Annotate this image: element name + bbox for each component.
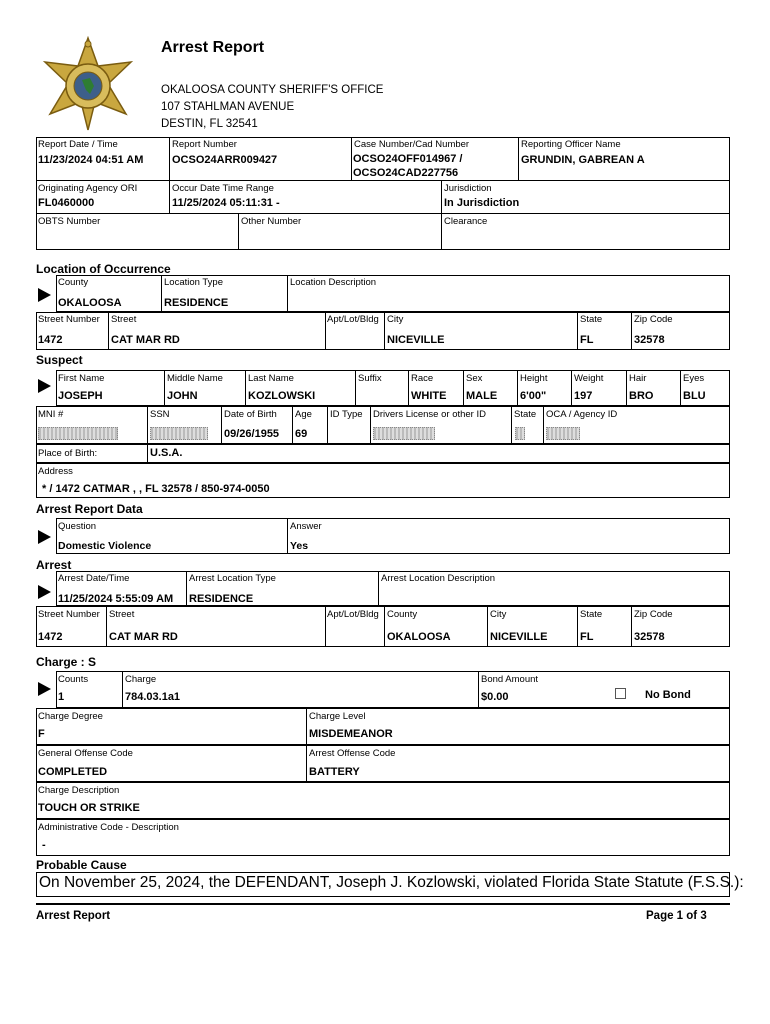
suspect-dob-label: Date of Birth — [224, 409, 277, 420]
general-offense-label: General Offense Code — [38, 748, 133, 759]
charge-level-label: Charge Level — [309, 711, 366, 722]
agency-street: 107 STAHLMAN AVENUE — [161, 101, 295, 113]
arrest-city-label: City — [490, 609, 507, 620]
arrest-location-desc-label: Arrest Location Description — [381, 573, 496, 584]
jurisdiction-value: In Jurisdiction — [444, 197, 520, 209]
charge-level-value: MISDEMEANOR — [309, 728, 393, 740]
no-bond-label: No Bond — [645, 689, 691, 701]
jurisdiction-label: Jurisdiction — [444, 183, 492, 194]
ori-label: Originating Agency ORI — [38, 183, 138, 194]
suspect-hair-value: BRO — [629, 390, 654, 402]
arrest-location-type-value: RESIDENCE — [189, 593, 254, 605]
case-number-line2: OCSO24CAD227756 — [353, 167, 459, 179]
arrest-location-type-label: Arrest Location Type — [189, 573, 276, 584]
charge-section-title: Charge : S — [36, 655, 97, 669]
charge-description-value: TOUCH OR STRIKE — [38, 802, 140, 814]
admin-code-value: - — [42, 839, 46, 851]
suspect-last-value: KOZLOWSKI — [248, 390, 316, 402]
charge-counts-value: 1 — [58, 691, 65, 703]
suspect-age-value: 69 — [295, 428, 308, 440]
suspect-ssn-label: SSN — [150, 409, 170, 420]
location-row1 — [56, 275, 730, 312]
report-date-label: Report Date / Time — [38, 139, 118, 150]
redacted-mni — [38, 427, 118, 440]
officer-label: Reporting Officer Name — [521, 139, 621, 150]
arrest-county-label: County — [387, 609, 418, 620]
location-street-label: Street — [111, 314, 137, 325]
location-county-value: OKALOOSA — [58, 297, 122, 309]
arrest-offense-label: Arrest Offense Code — [309, 748, 396, 759]
charge-code-label: Charge — [125, 674, 157, 685]
arrest-zip-value: 32578 — [634, 631, 665, 643]
probable-cause-text: On November 25, 2024, the DEFENDANT, Joseph J. Kozlowski, violated Florida State Statute (F.S.S.): — [39, 874, 744, 891]
clearance-label: Clearance — [444, 216, 488, 227]
charge-degree-label: Charge Degree — [38, 711, 103, 722]
sheriff-star-badge — [38, 36, 138, 132]
suspect-dob-value: 09/26/1955 — [224, 428, 280, 440]
suspect-pob-label: Place of Birth: — [38, 448, 98, 459]
suspect-section-title: Suspect — [36, 353, 83, 367]
suspect-middle-value: JOHN — [167, 390, 198, 402]
location-county-label: County — [58, 277, 89, 288]
location-type-label: Location Type — [164, 277, 223, 288]
suspect-height-label: Height — [520, 373, 548, 384]
location-street-number-label: Street Number — [38, 314, 100, 325]
location-street-value: CAT MAR RD — [111, 334, 180, 346]
suspect-eyes-label: Eyes — [683, 373, 705, 384]
expand-arrow-icon — [38, 288, 51, 302]
location-apt-label: Apt/Lot/Bldg — [327, 314, 379, 325]
arrest-section-title: Arrest — [36, 558, 72, 572]
bond-amount-label: Bond Amount — [481, 674, 539, 685]
arrest-date-value: 11/25/2024 5:55:09 AM — [58, 593, 174, 605]
charge-counts-label: Counts — [58, 674, 89, 685]
arrest-date-label: Arrest Date/Time — [58, 573, 130, 584]
case-number-line1: OCSO24OFF014967 / — [353, 153, 463, 165]
general-offense-value: COMPLETED — [38, 766, 108, 778]
suspect-dl-label: Drivers License or other ID — [373, 409, 486, 420]
charge-degree-value: F — [38, 728, 45, 740]
suspect-weight-label: Weight — [574, 373, 604, 384]
location-desc-label: Location Description — [290, 277, 377, 288]
arrest-street-number-label: Street Number — [38, 609, 100, 620]
arrest-county-value: OKALOOSA — [387, 631, 451, 643]
location-state-value: FL — [580, 334, 594, 346]
suspect-hair-label: Hair — [629, 373, 647, 384]
redacted-drivers-license — [373, 427, 435, 440]
bond-amount-value: $0.00 — [481, 691, 509, 703]
answer-value: Yes — [290, 540, 309, 552]
expand-arrow-icon — [38, 682, 51, 696]
suspect-suffix-label: Suffix — [358, 373, 382, 384]
location-zip-label: Zip Code — [634, 314, 673, 325]
location-zip-value: 32578 — [634, 334, 665, 346]
suspect-race-label: Race — [411, 373, 434, 384]
suspect-first-label: First Name — [58, 373, 105, 384]
suspect-eyes-value: BLU — [683, 390, 706, 402]
suspect-sex-value: MALE — [466, 390, 498, 402]
arrest-data-row — [56, 518, 730, 554]
suspect-address-value: * / 1472 CATMAR , , FL 32578 / 850-974-0050 — [42, 483, 270, 495]
suspect-age-label: Age — [295, 409, 312, 420]
suspect-middle-label: Middle Name — [167, 373, 223, 384]
redacted-ssn — [150, 427, 208, 440]
redacted-dl-state — [515, 427, 525, 440]
location-street-number-value: 1472 — [38, 334, 63, 346]
suspect-weight-value: 197 — [574, 390, 593, 402]
suspect-race-value: WHITE — [411, 390, 447, 402]
report-title: Arrest Report — [161, 39, 265, 56]
suspect-sex-label: Sex — [466, 373, 483, 384]
charge-description-row — [36, 782, 730, 819]
location-city-label: City — [387, 314, 404, 325]
report-number-label: Report Number — [172, 139, 237, 150]
arrest-apt-label: Apt/Lot/Bldg — [327, 609, 379, 620]
arrest-state-label: State — [580, 609, 603, 620]
other-number-label: Other Number — [241, 216, 302, 227]
suspect-mni-label: MNI # — [38, 409, 64, 420]
location-section-title: Location of Occurrence — [36, 262, 171, 276]
page-number: Page 1 of 3 — [646, 910, 707, 922]
occur-label: Occur Date Time Range — [172, 183, 274, 194]
suspect-last-label: Last Name — [248, 373, 294, 384]
agency-city: DESTIN, FL 32541 — [161, 118, 258, 130]
arrest-city-value: NICEVILLE — [490, 631, 548, 643]
expand-arrow-icon — [38, 530, 51, 544]
probable-cause-section-title: Probable Cause — [36, 858, 127, 872]
expand-arrow-icon — [38, 585, 51, 599]
arrest-data-section-title: Arrest Report Data — [36, 502, 143, 516]
arrest-state-value: FL — [580, 631, 594, 643]
agency-name: OKALOOSA COUNTY SHERIFF'S OFFICE — [161, 84, 384, 96]
answer-label: Answer — [290, 521, 322, 532]
suspect-pob-row — [36, 444, 730, 463]
report-number-value: OCSO24ARR009427 — [172, 154, 278, 166]
case-number-label: Case Number/Cad Number — [354, 139, 470, 150]
location-type-value: RESIDENCE — [164, 297, 229, 309]
suspect-height-value: 6'00" — [520, 390, 547, 402]
arrest-street-number-value: 1472 — [38, 631, 63, 643]
location-state-label: State — [580, 314, 603, 325]
location-city-value: NICEVILLE — [387, 334, 445, 346]
suspect-oca-label: OCA / Agency ID — [546, 409, 618, 420]
charge-code-value: 784.03.1a1 — [125, 691, 181, 703]
question-label: Question — [58, 521, 97, 532]
arrest-offense-value: BATTERY — [309, 766, 360, 778]
admin-code-label: Administrative Code - Description — [38, 822, 179, 833]
arrest-zip-label: Zip Code — [634, 609, 673, 620]
footer-title: Arrest Report — [36, 910, 111, 922]
arrest-street-value: CAT MAR RD — [109, 631, 178, 643]
officer-value: GRUNDIN, GABREAN A — [521, 154, 645, 166]
suspect-idtype-label: ID Type — [330, 409, 363, 420]
arrest-street-label: Street — [109, 609, 135, 620]
footer-rule — [36, 903, 730, 905]
question-value: Domestic Violence — [58, 540, 152, 552]
suspect-pob-value: U.S.A. — [150, 447, 183, 459]
occur-value: 11/25/2024 05:11:31 - — [172, 197, 280, 209]
suspect-address-label: Address — [38, 466, 73, 477]
ori-value: FL0460000 — [38, 197, 95, 209]
suspect-first-value: JOSEPH — [58, 390, 103, 402]
expand-arrow-icon — [38, 379, 51, 393]
obts-label: OBTS Number — [38, 216, 101, 227]
report-date-value: 11/23/2024 04:51 AM — [38, 154, 144, 166]
charge-description-label: Charge Description — [38, 785, 120, 796]
no-bond-checkbox[interactable] — [615, 688, 626, 699]
redacted-oca — [546, 427, 580, 440]
suspect-state-label: State — [514, 409, 537, 420]
